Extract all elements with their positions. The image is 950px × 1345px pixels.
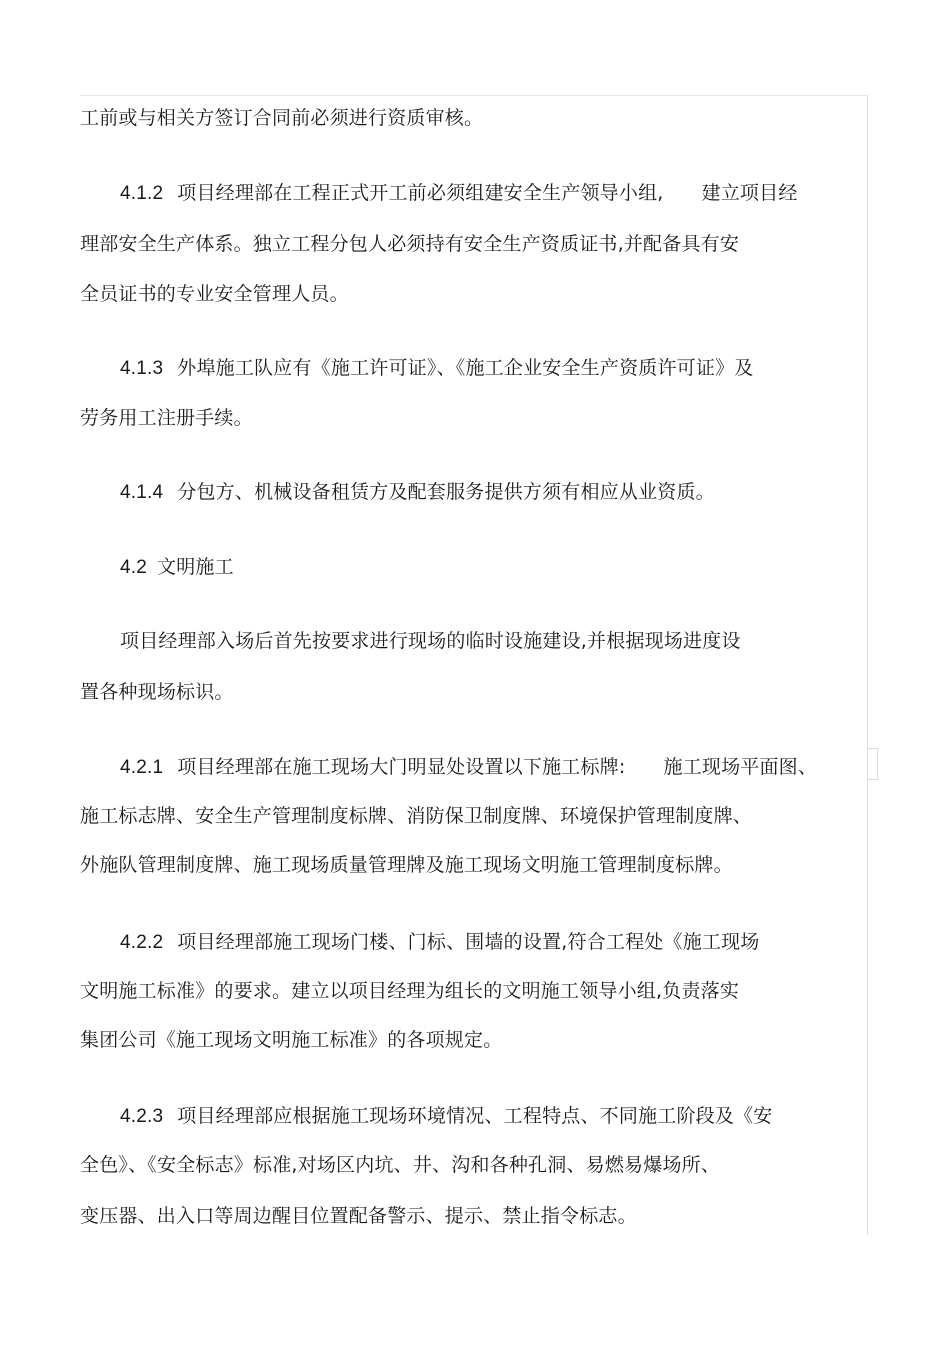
text: 变压器、出入口等周边醒目位置配备警示、提示、禁止指令标志。 xyxy=(80,1205,637,1227)
section-4-1-2-line-3 xyxy=(80,282,349,306)
section-4-2-3-line-3 xyxy=(80,1204,637,1228)
section-4-2-2-line-2 xyxy=(80,979,739,1003)
section-number: 4.1.3 xyxy=(120,358,164,379)
section-number: 4.2 xyxy=(120,557,148,578)
section-4-1-4-line-1 xyxy=(120,480,715,505)
section-title: 文明施工 xyxy=(157,556,234,578)
text: 施工标志牌、安全生产管理制度标牌、消防保卫制度牌、环境保护管理制度牌、 xyxy=(80,805,753,827)
text: 项目经理部施工现场门楼、门标、围墙的设置,符合工程处《施工现场 xyxy=(177,931,760,953)
section-number: 4.1.2 xyxy=(120,183,164,204)
section-4-2-heading xyxy=(120,555,234,580)
margin-mark xyxy=(868,748,878,780)
text: 项目经理部入场后首先按要求进行现场的临时设施建设,并根据现场进度设 xyxy=(120,630,741,652)
section-4-2-intro-line-2 xyxy=(80,680,234,704)
text: 全员证书的专业安全管理人员。 xyxy=(80,283,349,305)
text: 建立项目经 xyxy=(701,182,798,204)
section-4-2-1-line-1 xyxy=(120,755,817,780)
text: 项目经理部在工程正式开工前必须组建安全生产领导小组, xyxy=(177,182,664,204)
text: 理部安全生产体系。独立工程分包人必须持有安全生产资质证书,并配备具有安 xyxy=(80,233,740,255)
section-number: 4.2.3 xyxy=(120,1106,164,1127)
text: 施工现场平面图、 xyxy=(663,756,818,778)
paragraph-continuation-line xyxy=(80,106,483,130)
text: 置各种现场标识。 xyxy=(80,681,234,703)
section-4-2-3-line-2 xyxy=(80,1153,720,1177)
section-4-2-3-line-1 xyxy=(120,1104,772,1129)
text: 劳务用工注册手续。 xyxy=(80,407,253,429)
text: 集团公司《施工现场文明施工标准》的各项规定。 xyxy=(80,1029,503,1051)
section-4-2-1-line-3 xyxy=(80,853,733,877)
text: 工前或与相关方签订合同前必须进行资质审核。 xyxy=(80,107,484,129)
text: 外埠施工队应有《施工许可证》、《施工企业安全生产资质许可证》及 xyxy=(177,357,754,379)
section-number: 4.1.4 xyxy=(120,482,164,503)
text: 分包方、机械设备租赁方及配套服务提供方须有相应从业资质。 xyxy=(177,481,715,503)
text: 文明施工标准》的要求。建立以项目经理为组长的文明施工领导小组,负责落实 xyxy=(80,980,740,1002)
section-4-2-2-line-3 xyxy=(80,1028,502,1052)
page-frame xyxy=(80,95,868,1235)
text: 项目经理部在施工现场大门明显处设置以下施工标牌: xyxy=(177,756,626,778)
section-4-2-2-line-1 xyxy=(120,930,760,955)
section-number: 4.2.1 xyxy=(120,757,164,778)
section-4-1-3-line-1 xyxy=(120,356,753,381)
section-4-2-intro-line-1 xyxy=(120,629,741,653)
section-number: 4.2.2 xyxy=(120,932,164,953)
text: 项目经理部应根据施工现场环境情况、工程特点、不同施工阶段及《安 xyxy=(177,1105,773,1127)
section-4-1-3-line-2 xyxy=(80,406,253,430)
section-4-1-2-line-1 xyxy=(120,181,798,206)
section-4-2-1-line-2 xyxy=(80,804,752,828)
section-4-1-2-line-2 xyxy=(80,232,739,256)
text: 外施队管理制度牌、施工现场质量管理牌及施工现场文明施工管理制度标牌。 xyxy=(80,854,733,876)
text: 全色》、《安全标志》标准,对场区内坑、井、沟和各种孔洞、易燃易爆场所、 xyxy=(80,1154,721,1176)
